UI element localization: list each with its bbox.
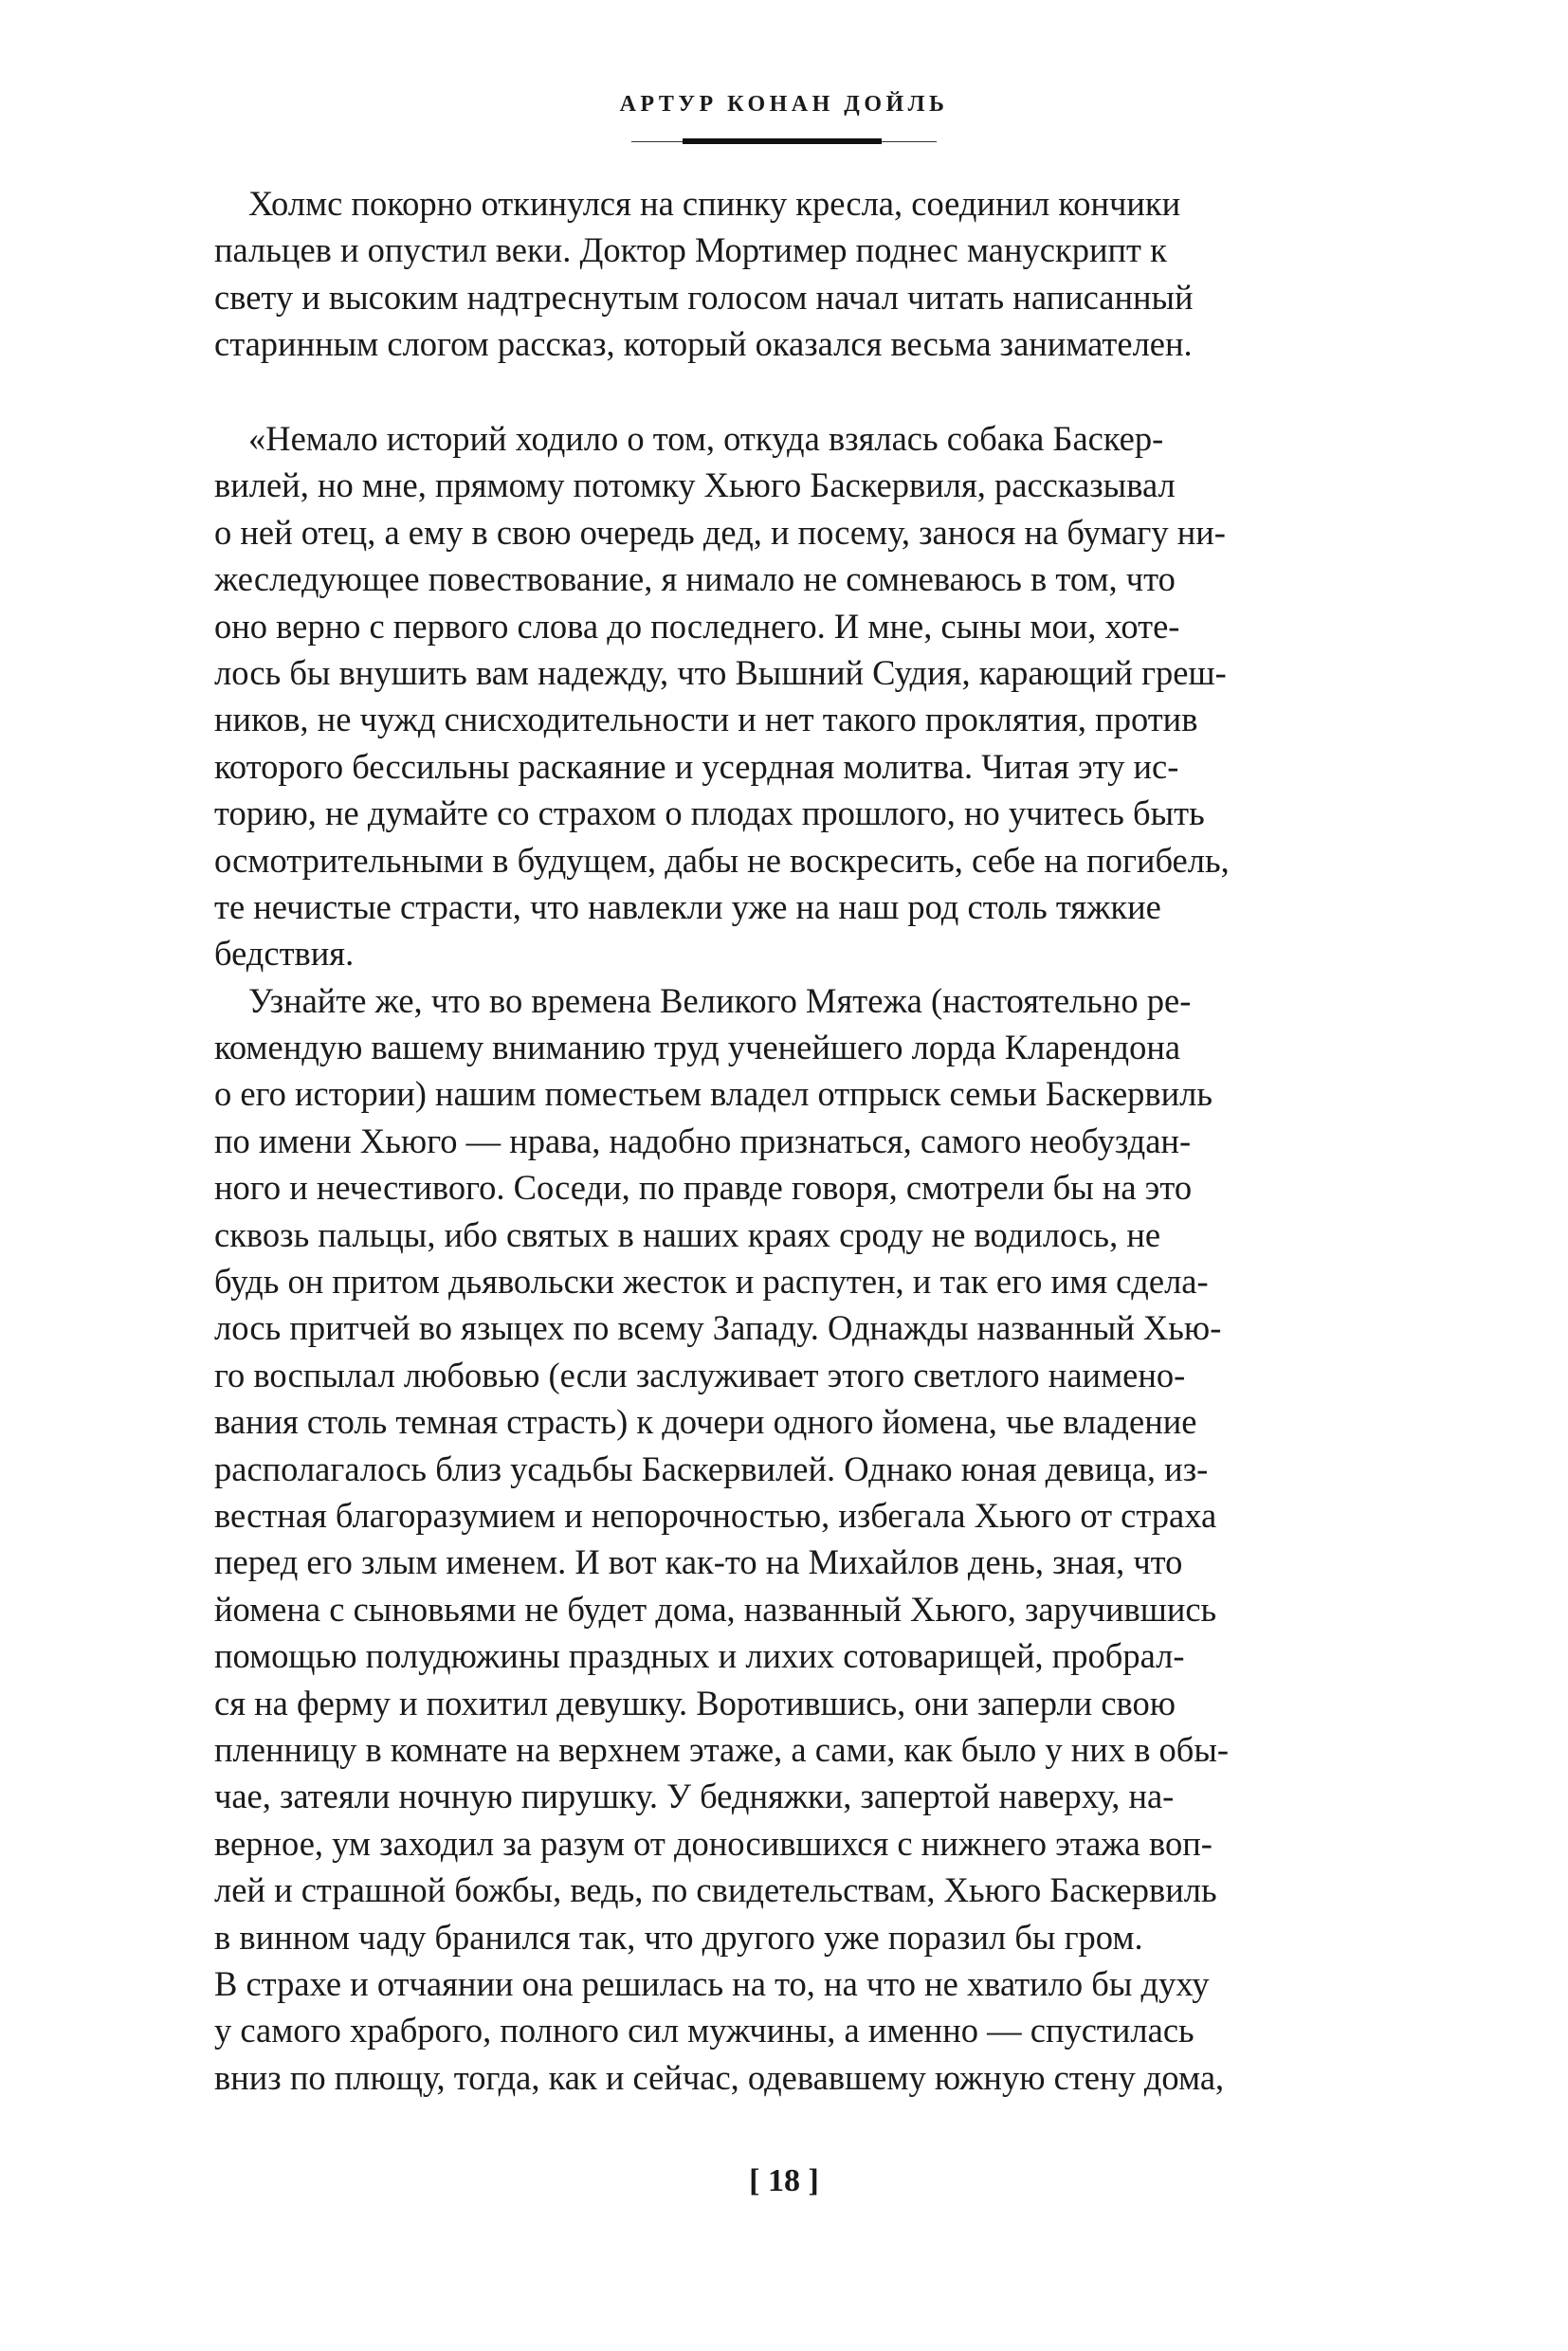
- text-line: оно верно с первого слова до последнего. И мне, сыны мои, хоте-: [214, 606, 1180, 646]
- text-line: вания столь темная страсть) к дочери одного йомена, чье владение: [214, 1402, 1197, 1442]
- text-line: чае, затеяли ночную пирушку. У бедняжки, запертой наверху, на-: [214, 1777, 1175, 1816]
- text-line: о его истории) нашим поместьем владел отпрыск семьи Баскервиль: [214, 1074, 1213, 1114]
- text-line: те нечистые страсти, что навлекли уже на наш род столь тяжкие: [214, 886, 1161, 926]
- text-line: «Немало историй ходило о том, откуда взялась собака Баскер-: [248, 419, 1164, 458]
- text-line: Узнайте же, что во времена Великого Мятежа (настоятельно ре-: [248, 980, 1192, 1020]
- text-line: го воспылал любовью (если заслуживает этого светлого наимено-: [214, 1355, 1186, 1394]
- running-header-author: АРТУР КОНАН ДОЙЛЬ: [619, 92, 949, 117]
- text-line: бедствия.: [214, 934, 355, 974]
- text-line: которого бессильны раскаяние и усердная молитва. Читая эту ис-: [214, 746, 1179, 786]
- text-line: йомена с сыновьями не будет дома, названный Хьюго, заручившись: [214, 1589, 1217, 1629]
- text-line: по имени Хьюго — нрава, надобно признаться, самого необуздан-: [214, 1121, 1192, 1160]
- text-line: в винном чаду бранился так, что другого уже поразил бы гром.: [214, 1917, 1143, 1957]
- text-line: ного и нечестивого. Соседи, по правде говоря, смотрели бы на это: [214, 1168, 1193, 1208]
- text-line: ников, не чужд снисходительности и нет такого проклятия, против: [214, 700, 1198, 739]
- text-line: вилей, но мне, прямому потомку Хьюго Баскервиля, рассказывал: [214, 465, 1176, 505]
- text-line: осмотрительными в будущем, дабы не воскресить, себе на погибель,: [214, 840, 1230, 880]
- text-line: располагалось близ усадьбы Баскервилей. Однако юная девица, из-: [214, 1449, 1209, 1488]
- text-line: жеследующее повествование, я нимало не сомневаюсь в том, что: [214, 559, 1176, 599]
- header-rule-accent: [683, 138, 882, 144]
- text-line: комендую вашему вниманию труд ученейшего лорда Кларендона: [214, 1028, 1181, 1067]
- text-line: вниз по плющу, тогда, как и сейчас, одевавшему южную стену дома,: [214, 2057, 1225, 2097]
- text-line: перед его злым именем. И вот как-то на Михайлов день, зная, что: [214, 1542, 1183, 1582]
- text-line: В страхе и отчаянии она решилась на то, на что не хватило бы духу: [214, 1963, 1210, 2003]
- text-line: у самого храброго, полного сил мужчины, а именно — спустилась: [214, 2011, 1194, 2050]
- text-line: ся на ферму и похитил девушку. Воротившись, они заперли свою: [214, 1683, 1176, 1722]
- text-line: помощью полудюжины праздных и лихих сотоварищей, пробрал-: [214, 1636, 1185, 1676]
- manuscript-text: [214, 415, 1388, 2101]
- paragraph-holmes-listens: [214, 180, 1388, 368]
- text-line: вестная благоразумием и непорочностью, избегала Хьюго от страха: [214, 1495, 1217, 1535]
- text-line: будь он притом дьявольски жесток и распутен, и так его имя сдела-: [214, 1262, 1209, 1302]
- text-line: верное, ум заходил за разум от доносившихся с нижнего этажа воп-: [214, 1823, 1212, 1863]
- page-number: [ 18 ]: [749, 2163, 819, 2198]
- text-line: пленницу в комнате на верхнем этаже, а сами, как было у них в обы-: [214, 1729, 1230, 1769]
- text-line: свету и высоким надтреснутым голосом начал читать написанный: [214, 277, 1194, 317]
- text-line: пальцев и опустил веки. Доктор Мортимер поднес манускрипт к: [214, 230, 1167, 270]
- text-line: торию, не думайте со страхом о плодах прошлого, но учитесь быть: [214, 793, 1205, 833]
- text-line: лось притчей во языцех по всему Западу. Однажды названный Хью-: [214, 1308, 1222, 1348]
- text-line: лось бы внушить вам надежду, что Вышний Судия, карающий греш-: [214, 652, 1227, 692]
- text-line: о ней отец, а ему в свою очередь дед, и посему, занося на бумагу ни-: [214, 512, 1226, 552]
- text-line: сквозь пальцы, ибо святых в наших краях сроду не водилось, не: [214, 1214, 1161, 1254]
- text-line: Холмс покорно откинулся на спинку кресла, соединил кончики: [248, 184, 1181, 223]
- text-line: старинным слогом рассказ, который оказался весьма занимателен.: [214, 324, 1193, 364]
- text-line: лей и страшной божбы, ведь, по свидетельствам, Хьюго Баскервиль: [214, 1870, 1217, 1910]
